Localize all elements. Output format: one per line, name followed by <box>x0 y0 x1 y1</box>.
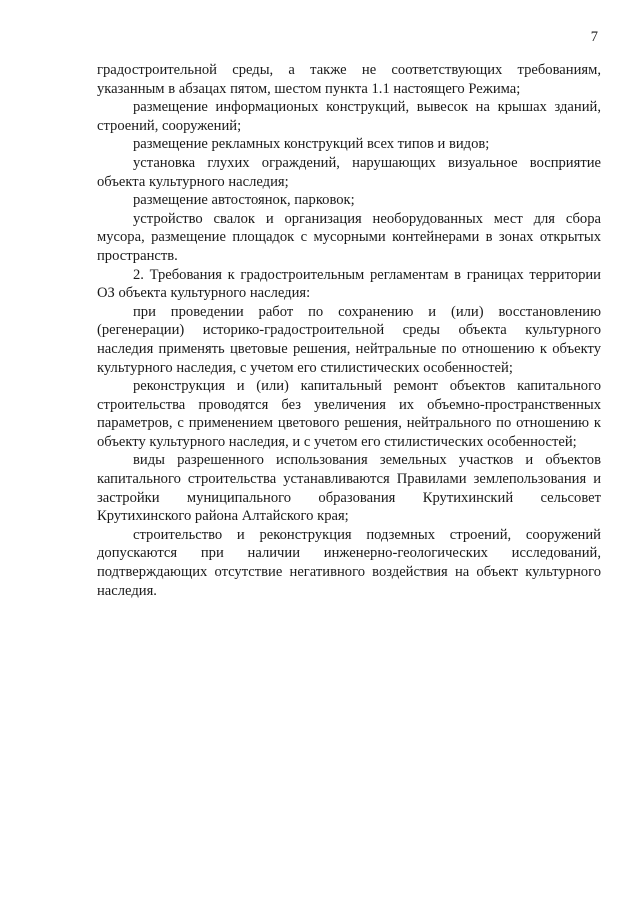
paragraph-5: размещение автостоянок, парковок; <box>133 192 355 209</box>
page-number: 7 <box>590 29 598 45</box>
paragraph-9: реконструкция и (или) капитальный ремонт объектов капитального строительства проводятся без увеличения их объемно-пространственных параметров, с применением цветового решения, нейтрального по отношению к объекту культурного наследия, и с учетом его стилистических особенностей; <box>97 378 601 450</box>
paragraph-10: виды разрешенного использования земельных участков и объектов капитального строительства устанавливаются Правилами землепользования и застройки муниципального образования Крутихинский сельсовет Крутихинского района Алтайского края; <box>97 452 601 525</box>
paragraph-3: размещение рекламных конструкций всех типов и видов; <box>133 136 490 153</box>
paragraph-8: при проведении работ по сохранению и (или) восстановлению (регенерации) историко-градостроительной среды объекта культурного наследия применять цветовые решения, нейтральные по отношению к объекту культурного наследия, с учетом его стилистических особенностей; <box>97 303 601 376</box>
paragraph-2: размещение информационых конструкций, вывесок на крышах зданий, строений, сооружений; <box>97 99 601 134</box>
paragraph-1: градостроительной среды, а также не соответствующих требованиям, указанным в абзацах пятом, шестом пункта 1.1 настоящего Режима; <box>97 62 601 97</box>
document-body <box>97 61 601 600</box>
paragraph-11: строительство и реконструкция подземных строений, сооружений допускаются при наличии инженерно-геологических исследований, подтверждающих отсутствие негативного воздействия на объект культурного наследия. <box>97 526 601 599</box>
section-2-heading: 2. Требования к градостроительным регламентам в границах территории ОЗ объекта культурного наследия: <box>97 266 601 302</box>
paragraph-4: установка глухих ограждений, нарушающих визуальное восприятие объекта культурного наследия; <box>97 154 601 190</box>
paragraph-6: устройство свалок и организация необорудованных мест для сбора мусора, размещение площадок с мусорными контейнерами в зонах открытых пространств. <box>97 210 601 264</box>
